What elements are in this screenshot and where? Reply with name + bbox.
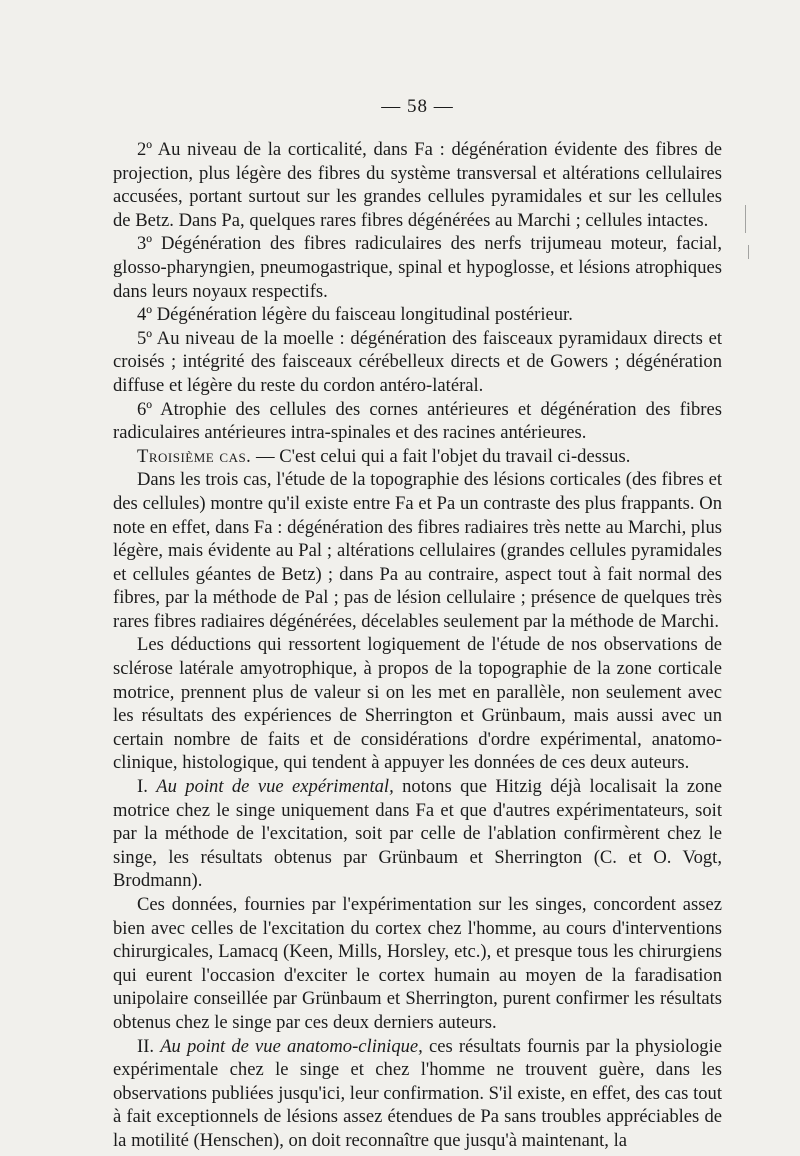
paragraph-troisieme-cas [113, 445, 722, 469]
point-II-text: ces résultats fournis par la physiologie expérimentale chez le singe et chez l'homme ne trouvent guère, dans les observations publiées jusqu'ici, leur confirmation. S'il existe, en effet, des cas tout à fait exceptionnels de lésions assez étendues de Pa sans troubles appréciables de la motilité (Henschen), on doit reconnaître que jusqu'à maintenant, la [113, 1035, 722, 1151]
point-I-text: notons que Hitzig déjà localisait la zone motrice chez le singe uniquement dans Fa et que d'autres expérimentateurs, soit par la méthode de l'excitation, soit par celle de l'ablation confirmèrent chez le singe, les résultats obtenus par Grünbaum et Sherrington (C. et O. Vogt, Brodmann). [113, 776, 722, 892]
paragraph-4: 4º Dégénération légère du faisceau longitudinal postérieur. [137, 304, 573, 326]
paragraph-ces-donnees: Ces données, fournies par l'expérimentation sur les singes, concordent assez bien avec celles de l'excitation du cortex chez l'homme, au cours d'interventions chirurgicales, Lamacq (Keen, Mills, Horsley, etc.), et presque tous les chirurgiens qui eurent l'occasion d'exciter le cortex humain au moyen de la faradisation unipolaire conseillée par Grünbaum et Sherrington, purent confirmer les résultats obtenus chez le singe par ces deux derniers auteurs. [113, 894, 722, 1033]
paragraph-5: 5º Au niveau de la moelle : dégénération des faisceaux pyramidaux directs et croisés ; intégrité des faisceaux cérébelleux directs et de Gowers ; dégénération diffuse et légère du reste du cordon antéro-latéral. [113, 327, 722, 396]
paragraph-2: 2º Au niveau de la corticalité, dans Fa : dégénération évidente des fibres de projection, plus légère des fibres du système transversal et altérations cellulaires accusées, portant surtout sur les grandes cellules pyramidales et sur les cellules de Betz. Dans Pa, quelques rares fibres dégénérées au Marchi ; cellules intactes. [113, 139, 722, 231]
point-II-heading: Au point de vue anatomo-clinique, [160, 1035, 423, 1057]
margin-mark [748, 245, 749, 259]
point-I-heading: Au point de vue expérimental, [156, 776, 394, 798]
page-number: — 58 — [381, 96, 454, 117]
troisieme-cas-text: — C'est celui qui a fait l'objet du travail ci-dessus. [251, 445, 631, 467]
body-text [113, 138, 722, 1153]
paragraph-point-I [113, 775, 722, 893]
paragraph-6: 6º Atrophie des cellules des cornes antérieures et dégénération des fibres radiculaires antérieures intra-spinales et des racines antérieures. [113, 398, 722, 444]
paragraph-point-II [113, 1035, 722, 1153]
paragraph-dans-les-trois-cas: Dans les trois cas, l'étude de la topographie des lésions corticales (des fibres et des cellules) montre qu'il existe entre Fa et Pa un contraste des plus frappants. On note en effet, dans Fa : dégénération des fibres radiaires très nette au Marchi, plus légère, mais évidente au Pal ; altérations cellulaires (grandes cellules pyramidales et cellules géantes de Betz) ; dans Pa au contraire, aspect tout à fait normal des fibres, par la méthode de Pal ; pas de lésion cellulaire ; présence de quelques très rares fibres radiaires dégénérées, décelables seulement par la méthode de Marchi. [113, 469, 722, 632]
troisieme-cas-heading: Troisième cas. [137, 445, 252, 467]
point-II-number: II. [137, 1035, 161, 1057]
point-I-number: I. [137, 776, 157, 798]
paragraph-3: 3º Dégénération des fibres radiculaires des nerfs trijumeau moteur, facial, glosso-pharyngien, pneumogastrique, spinal et hypoglosse, et lésions atrophiques dans leurs noyaux respectifs. [113, 233, 722, 302]
paragraph-deductions: Les déductions qui ressortent logiquement de l'étude de nos observations de sclérose latérale amyotrophique, à propos de la topographie de la zone corticale motrice, prennent plus de valeur si on les met en parallèle, non seulement avec les résultats des expériences de Sherrington et Grünbaum, mais aussi avec un certain nombre de faits et de considérations d'ordre expérimental, anatomo-clinique, histologique, qui tendent à appuyer les données de ces deux auteurs. [113, 634, 722, 774]
margin-mark [745, 205, 746, 233]
